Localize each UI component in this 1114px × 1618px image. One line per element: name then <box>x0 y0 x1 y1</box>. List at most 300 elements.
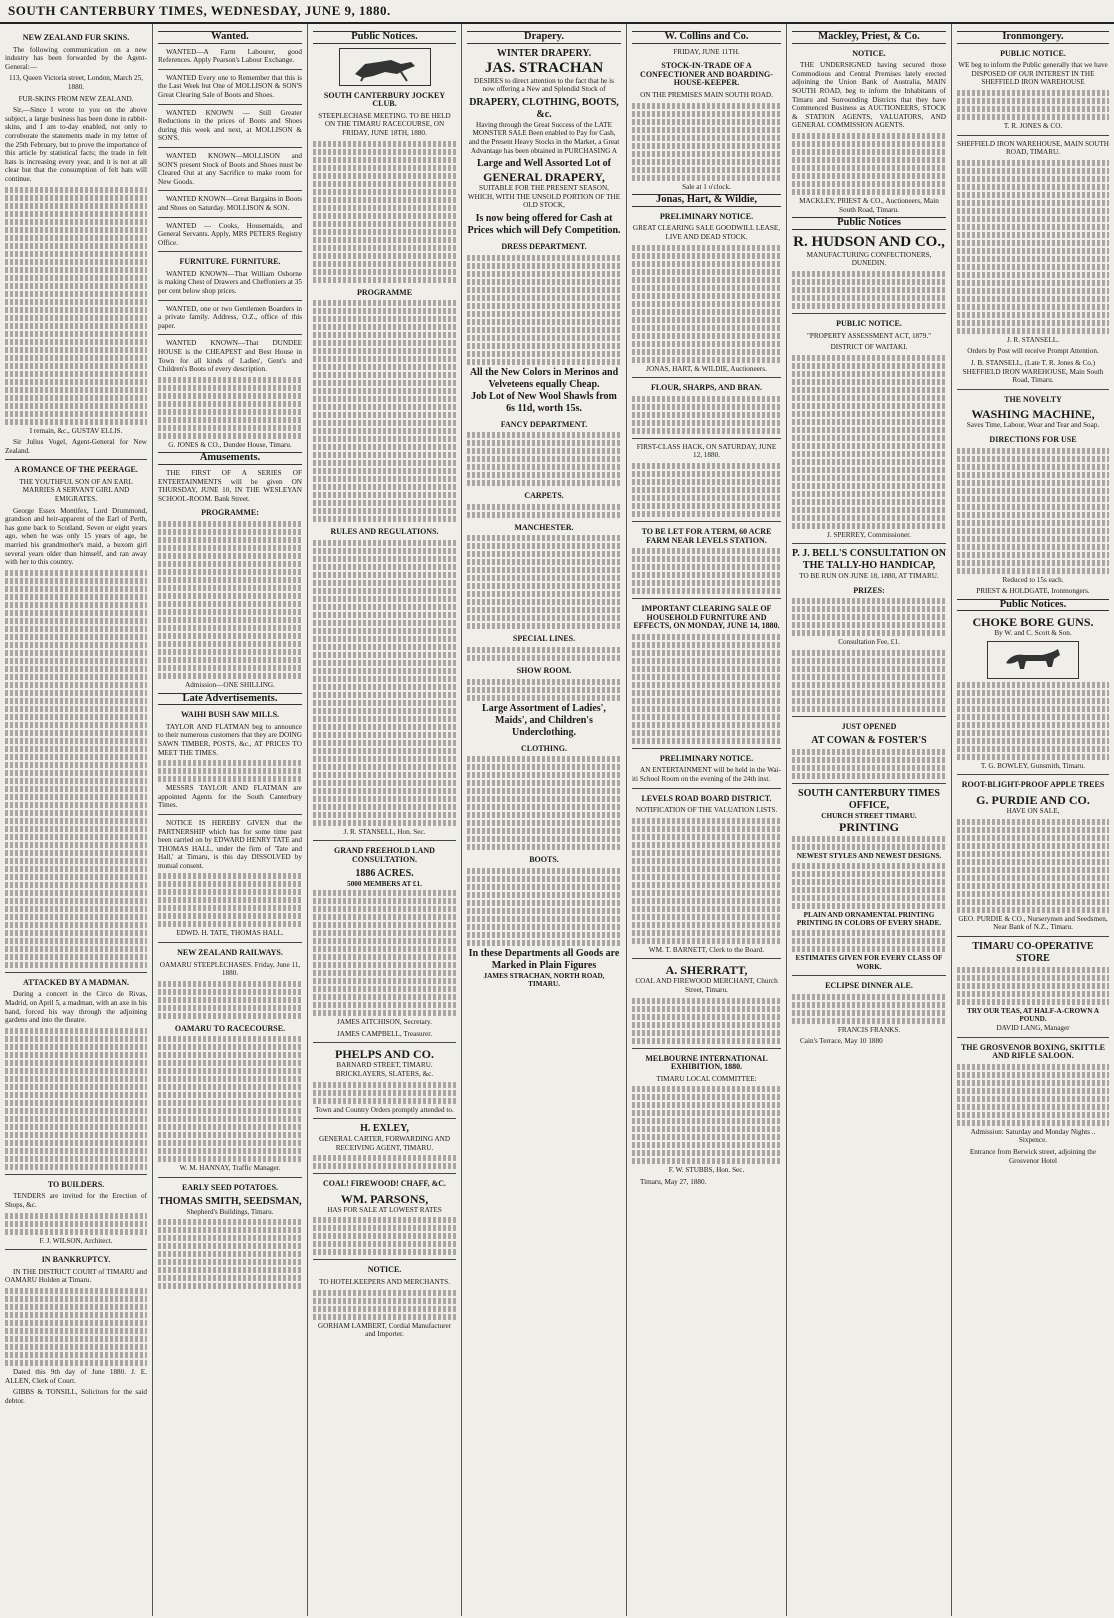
text-line-filler <box>957 682 1109 688</box>
text-line-filler <box>158 1005 302 1011</box>
divider <box>313 1118 456 1119</box>
text-line-filler <box>632 293 781 299</box>
ad-heading: IMPORTANT CLEARING SALE OF HOUSEHOLD FURNITURE AND EFFECTS, ON MONDAY, JUNE 14, 1880. <box>633 604 780 631</box>
text-line-filler <box>158 1243 302 1249</box>
signature: W. M. HANNAY, Traffic Manager. <box>179 1164 281 1173</box>
divider <box>5 972 147 973</box>
article-text: Sir,—Since I wrote to you on the above subject, a large business has been done in rabbit-skins, and I am to-day enabled, not only to corroborate the statements made in my letter of the 25th February, but to prove the importance of this article by statistical facts; the trade in felt hats is increasing every year, and it is not at all clear but that the consumption of felt hats will continue. <box>5 106 147 183</box>
ad-text: THE UNDERSIGNED having secured those Commodious and Central Premises lately erected adjoining the Union Bank of Australia, MAIN SOUTH ROAD, beg to inform the Inhabitants of Timaru and Surrounding Districts that they have Commenced Business as AUCTIONEERS, STOCK & STATION AGENTS, VALUATORS, AND GENERAL COMMISSION AGENTS. <box>792 61 946 130</box>
divider <box>792 543 946 544</box>
ad-text: GENERAL CARTER, FORWARDING AND RECEIVING AGENT, TIMARU. <box>318 1135 451 1152</box>
text-line-filler <box>792 994 946 1000</box>
text-line-filler <box>5 698 147 704</box>
text-line-filler <box>632 127 781 133</box>
text-line-filler <box>5 1100 147 1106</box>
text-line-filler <box>158 657 302 663</box>
text-line-filler <box>158 609 302 615</box>
ad-name: R. HUDSON AND CO., <box>793 233 945 250</box>
text-line-filler <box>632 1142 781 1148</box>
divider <box>957 389 1109 390</box>
text-line-filler <box>632 1014 781 1020</box>
ad-text: Having through the Great Success of the LATE MONSTER SALE Been enabled to Pay for Cash, and the Present Heavy Stocks in the Market, a Great Advantage has been obtained in PURCHASING A <box>468 120 620 155</box>
text-line-filler <box>158 1076 302 1082</box>
text-line-filler <box>957 706 1109 712</box>
text-line-filler <box>632 1094 781 1100</box>
text-line-filler <box>313 1225 456 1231</box>
text-line-filler <box>313 692 456 698</box>
text-line-filler <box>313 938 456 944</box>
text-line-filler <box>467 679 621 685</box>
ad-text: WANTED KNOWN—Great Bargains in Boots and Shoes on Saturday. MOLLISON & SON. <box>158 195 303 212</box>
divider <box>792 313 946 314</box>
text-line-filler <box>632 580 781 586</box>
text-line-filler <box>158 913 302 919</box>
text-line-filler <box>158 1084 302 1090</box>
ad-heading: SOUTH CANTERBURY JOCKEY CLUB. <box>323 90 446 109</box>
text-line-filler <box>313 157 456 163</box>
text-line-filler <box>313 189 456 195</box>
text-line-filler <box>5 730 147 736</box>
ad-text: WE beg to inform the Public generally that we have DISPOSED OF OUR INTEREST IN THE SHEFFIELD IRON WAREHOUSE <box>958 61 1108 87</box>
ad-text: Entrance from Berwick street, adjoining the Grosvenor Hotel <box>969 1148 1097 1165</box>
divider <box>313 1042 456 1043</box>
text-line-filler <box>5 626 147 632</box>
text-line-filler <box>792 371 946 377</box>
text-line-filler <box>632 698 781 704</box>
text-line-filler <box>313 922 456 928</box>
text-line-filler <box>5 786 147 792</box>
text-line-filler <box>5 938 147 944</box>
divider <box>957 135 1109 136</box>
text-line-filler <box>5 922 147 928</box>
text-line-filler <box>467 512 621 518</box>
text-line-filler <box>792 930 946 936</box>
text-line-filler <box>467 940 621 946</box>
ad-heading: PUBLIC NOTICE. <box>1000 48 1066 58</box>
ad-heading: MELBOURNE INTERNATIONAL EXHIBITION, 1880. <box>645 1053 768 1072</box>
section-header-public-notices-2: Public Notices <box>792 217 946 230</box>
text-line-filler <box>467 279 621 285</box>
text-line-filler <box>467 311 621 317</box>
text-line-filler <box>957 456 1109 462</box>
text-line-filler <box>957 722 1109 728</box>
text-line-filler <box>5 834 147 840</box>
text-line-filler <box>158 1156 302 1162</box>
text-line-filler <box>313 372 456 378</box>
ad-heading: PROGRAMME: <box>201 508 259 518</box>
text-line-filler <box>5 674 147 680</box>
text-line-filler <box>467 764 621 770</box>
text-line-filler <box>158 776 302 782</box>
text-line-filler <box>957 176 1109 182</box>
text-line-filler <box>5 1288 147 1294</box>
text-line-filler <box>632 858 781 864</box>
text-line-filler <box>313 788 456 794</box>
text-line-filler <box>957 983 1109 989</box>
text-line-filler <box>5 842 147 848</box>
divider <box>5 1249 147 1250</box>
text-line-filler <box>158 673 302 679</box>
text-line-filler <box>313 700 456 706</box>
text-line-filler <box>5 1148 147 1154</box>
ad-heading: PUBLIC NOTICE. <box>836 318 902 328</box>
text-line-filler <box>158 385 302 391</box>
text-line-filler <box>957 208 1109 214</box>
text-line-filler <box>5 634 147 640</box>
ad-heading: SHOW ROOM. <box>516 665 572 675</box>
text-line-filler <box>632 333 781 339</box>
text-line-filler <box>632 588 781 594</box>
text-line-filler <box>313 436 456 442</box>
text-line-filler <box>5 1092 147 1098</box>
text-line-filler <box>313 556 456 562</box>
article-subheading: THE YOUTHFUL SON OF AN EARL MARRIES A SERVANT GIRL AND EMIGRATES. <box>19 477 133 504</box>
text-line-filler <box>158 537 302 543</box>
text-line-filler <box>5 874 147 880</box>
text-line-filler <box>467 591 621 597</box>
text-line-filler <box>632 930 781 936</box>
text-line-filler <box>5 1060 147 1066</box>
text-line-filler <box>5 1116 147 1122</box>
text-line-filler <box>158 1052 302 1058</box>
text-line-filler <box>792 765 946 771</box>
text-line-filler <box>313 596 456 602</box>
text-line-filler <box>957 1080 1109 1086</box>
text-line-filler <box>313 340 456 346</box>
text-line-filler <box>467 844 621 850</box>
signature: JONAS, HART, & WILDIE, Auctioneers. <box>646 364 767 373</box>
text-line-filler <box>5 882 147 888</box>
ad-text: TAYLOR AND FLATMAN beg to announce to their numerous customers that they are DOING SAWN TIMBER, POSTS, &c., AT PRICES TO MEET THE TIMES. <box>158 722 302 757</box>
text-line-filler <box>313 628 456 634</box>
text-line-filler <box>632 722 781 728</box>
text-line-filler <box>5 666 147 672</box>
text-line-filler <box>632 471 781 477</box>
signature: WM. T. BARNETT, Clerk to the Board. <box>648 945 765 954</box>
text-line-filler <box>957 746 1109 752</box>
text-line-filler <box>5 1124 147 1130</box>
text-line-filler <box>792 757 946 763</box>
ad-name: OFFICE, <box>848 799 890 811</box>
text-line-filler <box>5 403 147 409</box>
text-line-filler <box>467 695 621 701</box>
article-text: The following communication on a new industry has been forwarded by the Agent-General:— <box>5 45 147 71</box>
text-line-filler <box>467 772 621 778</box>
text-line-filler <box>632 1006 781 1012</box>
text-line-filler <box>5 1132 147 1138</box>
text-line-filler <box>632 301 781 307</box>
text-line-filler <box>792 523 946 529</box>
text-line-filler <box>5 946 147 952</box>
text-line-filler <box>632 1134 781 1140</box>
signature: J. R. STANSELL, Hon. Sec. <box>343 827 426 836</box>
text-line-filler <box>5 299 147 305</box>
ad-text: 5000 MEMBERS AT £1. <box>347 879 422 888</box>
text-line-filler <box>5 1076 147 1082</box>
signature: I remain, &c., GUSTAV ELLIS. <box>29 426 123 435</box>
text-line-filler <box>313 277 456 283</box>
text-line-filler <box>957 528 1109 534</box>
text-line-filler <box>5 754 147 760</box>
text-line-filler <box>957 827 1109 833</box>
text-line-filler <box>957 184 1109 190</box>
ad-heading: STOCK-IN-TRADE OF A CONFECTIONER AND BOARDING-HOUSE-KEEPER. <box>640 61 773 88</box>
text-line-filler <box>5 1213 147 1219</box>
text-line-filler <box>158 997 302 1003</box>
ad-text: GREAT CLEARING SALE GOODWILL LEASE, LIVE AND DEAD STOCK. <box>632 224 781 241</box>
signature: GEO. PURDIE & CO., Nurserymen and Seedsmen, Near Bank of N.Z., Timaru. <box>958 914 1108 932</box>
ad-name: WASHING MACHINE, <box>971 407 1095 422</box>
text-line-filler <box>467 343 621 349</box>
text-line-filler <box>313 604 456 610</box>
text-line-filler <box>632 349 781 355</box>
page-columns <box>0 24 1114 1616</box>
text-line-filler <box>792 459 946 465</box>
text-line-filler <box>467 464 621 470</box>
column-7 <box>952 24 1114 1616</box>
text-line-filler <box>158 601 302 607</box>
text-line-filler <box>632 690 781 696</box>
text-line-filler <box>5 794 147 800</box>
article-text: During a concert in the Circo de Rivas, Madrid, on April 5, a madman, with an axe in his hand, forced his way through the adjoining gardens and into the theatre. <box>5 990 147 1025</box>
text-line-filler <box>467 543 621 549</box>
text-line-filler <box>158 921 302 927</box>
text-line-filler <box>957 754 1109 760</box>
ad-heading: ROOT-BLIGHT-PROOF APPLE TREES <box>961 780 1105 790</box>
ad-heading: FURNITURE. FURNITURE. <box>179 257 281 267</box>
text-line-filler <box>313 1298 456 1304</box>
text-line-filler <box>792 295 946 301</box>
text-line-filler <box>957 967 1109 973</box>
text-line-filler <box>313 444 456 450</box>
text-line-filler <box>313 748 456 754</box>
text-line-filler <box>632 914 781 920</box>
text-line-filler <box>792 614 946 620</box>
text-line-filler <box>313 914 456 920</box>
text-line-filler <box>467 615 621 621</box>
text-line-filler <box>158 521 302 527</box>
text-line-filler <box>5 890 147 896</box>
text-line-filler <box>957 536 1109 542</box>
ad-heading: THE NOVELTY <box>1004 394 1062 404</box>
text-line-filler <box>313 962 456 968</box>
text-line-filler <box>313 724 456 730</box>
text-line-filler <box>467 255 621 261</box>
text-line-filler <box>467 335 621 341</box>
signature: F. W. STUBBS, Hon. Sec. <box>668 1166 745 1175</box>
text-line-filler <box>632 151 781 157</box>
text-line-filler <box>313 364 456 370</box>
text-line-filler <box>158 569 302 575</box>
text-line-filler <box>5 690 147 696</box>
ad-text: PRINTING IN COLORS OF EVERY SHADE. <box>796 919 942 928</box>
text-line-filler <box>632 111 781 117</box>
text-line-filler <box>158 625 302 631</box>
text-line-filler <box>5 1320 147 1326</box>
text-line-filler <box>467 551 621 557</box>
ad-heading: LEVELS ROAD BOARD DISTRICT. <box>641 793 772 803</box>
ad-highlight: PRINTING <box>838 820 899 835</box>
text-line-filler <box>5 898 147 904</box>
text-line-filler <box>792 443 946 449</box>
text-line-filler <box>467 287 621 293</box>
text-line-filler <box>632 674 781 680</box>
text-line-filler <box>158 760 302 766</box>
text-line-filler <box>792 165 946 171</box>
text-line-filler <box>632 642 781 648</box>
text-line-filler <box>792 149 946 155</box>
text-line-filler <box>957 480 1109 486</box>
text-line-filler <box>792 141 946 147</box>
text-line-filler <box>632 404 781 410</box>
text-line-filler <box>467 647 621 653</box>
text-line-filler <box>313 412 456 418</box>
text-line-filler <box>957 488 1109 494</box>
text-line-filler <box>5 339 147 345</box>
text-line-filler <box>632 261 781 267</box>
text-line-filler <box>313 572 456 578</box>
text-line-filler <box>792 844 946 850</box>
ad-heading: PRELIMINARY NOTICE. <box>659 753 754 763</box>
ad-text: FIRST-CLASS HACK, ON SATURDAY, JUNE 12, 1880. <box>636 442 777 460</box>
signature: GORHAM LAMBERT, Cordial Manufacturer and Importer. <box>317 1321 452 1339</box>
text-line-filler <box>957 1120 1109 1126</box>
text-line-filler <box>467 303 621 309</box>
ad-heading: RULES AND REGULATIONS. <box>330 527 439 537</box>
text-line-filler <box>792 271 946 277</box>
text-line-filler <box>5 411 147 417</box>
text-line-filler <box>313 516 456 522</box>
text-line-filler <box>158 377 302 383</box>
text-line-filler <box>5 347 147 353</box>
divider <box>158 69 302 70</box>
text-line-filler <box>5 1028 147 1034</box>
ad-heading: EARLY SEED POTATOES. <box>181 1183 279 1193</box>
text-line-filler <box>313 890 456 896</box>
ad-text: WANTED Every one to Remember that this is the Last Week but One of MOLLISON & SON'S Great Clearing Sale of Boots and Shoes. <box>158 73 302 99</box>
ad-heading: MANCHESTER. <box>514 522 574 532</box>
ad-highlight: GENERAL DRAPERY, <box>483 170 605 185</box>
column-4 <box>462 24 627 1616</box>
text-line-filler <box>792 1018 946 1024</box>
text-line-filler <box>792 773 946 779</box>
text-line-filler <box>158 881 302 887</box>
signature: FRANCIS FRANKS. <box>837 1025 901 1034</box>
text-line-filler <box>467 440 621 446</box>
text-line-filler <box>313 540 456 546</box>
text-line-filler <box>5 1140 147 1146</box>
text-line-filler <box>957 98 1109 104</box>
text-line-filler <box>5 331 147 337</box>
text-line-filler <box>792 650 946 656</box>
text-line-filler <box>792 427 946 433</box>
text-line-filler <box>158 529 302 535</box>
text-line-filler <box>792 682 946 688</box>
ad-heading: PRIZES: <box>853 585 885 595</box>
text-line-filler <box>632 1038 781 1044</box>
ad-text: Cain's Terrace, May 10 1880 <box>800 1037 883 1046</box>
text-line-filler <box>158 433 302 439</box>
text-line-filler <box>158 905 302 911</box>
text-line-filler <box>467 916 621 922</box>
text-line-filler <box>632 874 781 880</box>
ad-highlight: In these Departments all Goods are Marked in Plain Figures <box>468 947 620 971</box>
text-line-filler <box>5 746 147 752</box>
text-line-filler <box>957 520 1109 526</box>
ad-heading: DRESS DEPARTMENT. <box>501 241 587 251</box>
text-line-filler <box>467 900 621 906</box>
text-line-filler <box>313 173 456 179</box>
text-line-filler <box>313 253 456 259</box>
ad-heading: THE GROSVENOR BOXING, SKITTLE AND RIFLE SALOON. <box>960 1042 1106 1061</box>
text-line-filler <box>5 195 147 201</box>
text-line-filler <box>792 606 946 612</box>
text-line-filler <box>632 357 781 363</box>
text-line-filler <box>792 622 946 628</box>
text-line-filler <box>5 323 147 329</box>
signature: PRIEST & HOLDGATE, Ironmongers. <box>976 587 1090 596</box>
ad-text: WANTED — Cooks, Housemaids, and General Servants. Apply, MRS PETERS Registry Office. <box>158 221 302 247</box>
text-line-filler <box>792 287 946 293</box>
text-line-filler <box>313 1163 456 1169</box>
ad-heading: ECLIPSE DINNER ALE. <box>825 981 913 991</box>
signature: GIBBS & TONSILL, Solicitors for the said debtor. <box>5 1388 147 1405</box>
text-line-filler <box>158 1259 302 1265</box>
ad-heading: COAL! FIREWOOD! CHAFF, &C. <box>322 1179 447 1189</box>
ad-heading: PROGRAMME <box>356 287 413 297</box>
text-line-filler <box>792 507 946 513</box>
text-line-filler <box>632 1126 781 1132</box>
text-line-filler <box>632 503 781 509</box>
ad-text: HAS FOR SALE AT LOWEST RATES <box>327 1205 442 1214</box>
text-line-filler <box>957 160 1109 166</box>
text-line-filler <box>632 428 781 434</box>
text-line-filler <box>957 504 1109 510</box>
text-line-filler <box>5 682 147 688</box>
text-line-filler <box>5 650 147 656</box>
text-line-filler <box>957 843 1109 849</box>
text-line-filler <box>467 756 621 762</box>
text-line-filler <box>957 999 1109 1005</box>
text-line-filler <box>632 1030 781 1036</box>
text-line-filler <box>467 623 621 629</box>
text-line-filler <box>792 515 946 521</box>
ad-heading: DIRECTIONS FOR USE <box>989 434 1077 444</box>
ad-text: CHURCH STREET TIMARU. <box>821 811 917 820</box>
text-line-filler <box>957 1104 1109 1110</box>
text-line-filler <box>632 556 781 562</box>
text-line-filler <box>632 1102 781 1108</box>
signature: G. JONES & CO., Dundee House, Timaru. <box>168 440 292 449</box>
text-line-filler <box>313 300 456 306</box>
text-line-filler <box>313 740 456 746</box>
text-line-filler <box>957 819 1109 825</box>
text-line-filler <box>313 1010 456 1016</box>
text-line-filler <box>632 1022 781 1028</box>
ad-text: DESIRES to direct attention to the fact that he is now offering a New and Splendid Stock of <box>474 76 614 94</box>
text-line-filler <box>5 1304 147 1310</box>
text-line-filler <box>957 690 1109 696</box>
ad-text: WANTED, one or two Gentlemen Boarders in a private family. Address, O.Z., office of this paper. <box>158 304 302 330</box>
text-line-filler <box>313 636 456 642</box>
ad-text: Timaru, May 27, 1880. <box>640 1178 707 1186</box>
text-line-filler <box>467 504 621 510</box>
text-line-filler <box>632 682 781 688</box>
text-line-filler <box>632 167 781 173</box>
text-line-filler <box>313 812 456 818</box>
text-line-filler <box>632 412 781 418</box>
text-line-filler <box>313 468 456 474</box>
